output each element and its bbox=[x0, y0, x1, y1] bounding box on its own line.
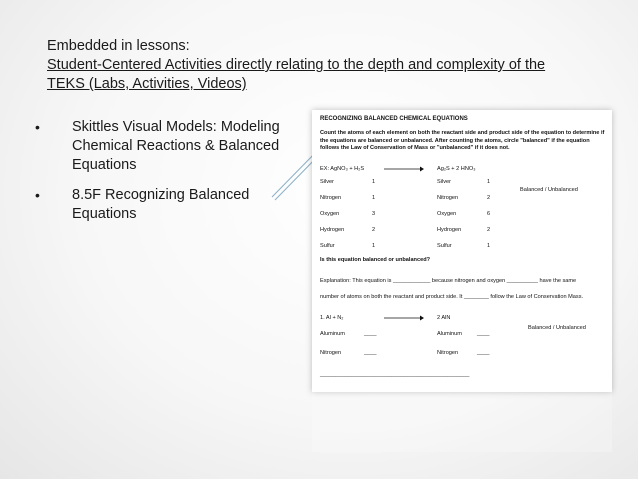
right-arrow-icon bbox=[384, 165, 424, 175]
element-name: Oxygen bbox=[320, 211, 340, 217]
table-row bbox=[312, 243, 612, 252]
atom-count: 1 bbox=[487, 179, 491, 185]
element-name: Sulfur bbox=[320, 243, 335, 249]
atom-count-blank: ____ bbox=[364, 331, 377, 337]
table-row bbox=[312, 227, 612, 236]
bullet-text: 8.5F Recognizing Balanced Equations bbox=[72, 187, 250, 222]
element-name: Nitrogen bbox=[437, 195, 459, 201]
element-name: Hydrogen bbox=[437, 227, 462, 233]
bullet-mark: • bbox=[35, 119, 40, 135]
bullet-text: Skittles Visual Models: Modeling Chemical Reactions & Balanced Equations bbox=[72, 119, 280, 173]
balance-choice: Balanced / Unbalanced bbox=[528, 325, 586, 331]
example-product: Ag₂S + 2 HNO₃ bbox=[437, 166, 476, 172]
worksheet-image bbox=[312, 110, 612, 392]
bullet-mark: • bbox=[35, 187, 40, 203]
atom-count-blank: ____ bbox=[364, 350, 377, 356]
element-name: Aluminum bbox=[437, 331, 462, 337]
atom-count: 1 bbox=[372, 179, 376, 185]
problem-equation bbox=[312, 315, 612, 324]
explanation-row bbox=[312, 294, 612, 303]
heading-line-3: TEKS (Labs, Activities, Videos) bbox=[47, 76, 247, 92]
table-row bbox=[312, 211, 612, 220]
atom-count: 6 bbox=[487, 211, 491, 217]
element-name: Nitrogen bbox=[437, 350, 459, 356]
right-arrow-icon bbox=[384, 314, 424, 324]
atom-count-blank: ____ bbox=[477, 350, 490, 356]
problem-reactant: 1. Al + N₂ bbox=[320, 315, 344, 321]
example-equation bbox=[312, 166, 612, 175]
atom-count: 2 bbox=[487, 227, 491, 233]
atom-count: 1 bbox=[372, 195, 376, 201]
atom-count: 1 bbox=[487, 243, 491, 249]
element-name: Oxygen bbox=[437, 211, 457, 217]
explanation-line-1: Explanation: This equation is ____________ because nitrogen and oxygen __________ have the same bbox=[320, 278, 577, 284]
example-reactant: EX: AgNO₃ + H₂S bbox=[320, 166, 365, 172]
worksheet-reflection bbox=[312, 392, 612, 452]
worksheet-title: RECOGNIZING BALANCED CHEMICAL EQUATIONS bbox=[320, 116, 468, 122]
atom-count-blank: ____ bbox=[477, 331, 490, 337]
explanation-row bbox=[312, 278, 612, 287]
explanation-line-2: number of atoms on both the reactant and product side. It ________ follow the Law of Conservation Mass. bbox=[320, 294, 584, 300]
table-row bbox=[312, 350, 612, 359]
element-name: Aluminum bbox=[320, 331, 345, 337]
atom-count: 2 bbox=[372, 227, 376, 233]
element-name: Nitrogen bbox=[320, 350, 342, 356]
element-name: Hydrogen bbox=[320, 227, 345, 233]
worksheet-instructions: Count the atoms of each element on both the reactant side and product side of the equation to determine if the equations are balanced or unbalanced. After counting the atoms, circle "balanced" if the equation follows the Law of Conservation of Mass or "unbalanced" if it does not. bbox=[320, 130, 605, 152]
answer-line: ________________________________________________ bbox=[320, 372, 470, 378]
element-name: Nitrogen bbox=[320, 195, 342, 201]
answer-line-row bbox=[312, 372, 612, 381]
worksheet-question: Is this equation balanced or unbalanced? bbox=[320, 257, 431, 263]
worksheet-question-row bbox=[312, 257, 612, 266]
element-name: Silver bbox=[437, 179, 451, 185]
table-row bbox=[312, 331, 612, 340]
heading-line-1: Embedded in lessons: bbox=[47, 38, 190, 54]
atom-count: 2 bbox=[487, 195, 491, 201]
element-name: Silver bbox=[320, 179, 334, 185]
atom-count: 1 bbox=[372, 243, 376, 249]
problem-product: 2 AlN bbox=[437, 315, 451, 321]
balance-choice: Balanced / Unbalanced bbox=[520, 187, 578, 193]
table-row bbox=[312, 195, 612, 204]
atom-count: 3 bbox=[372, 211, 376, 217]
heading-line-2: Student-Centered Activities directly relating to the depth and complexity of the bbox=[47, 57, 546, 73]
element-name: Sulfur bbox=[437, 243, 452, 249]
